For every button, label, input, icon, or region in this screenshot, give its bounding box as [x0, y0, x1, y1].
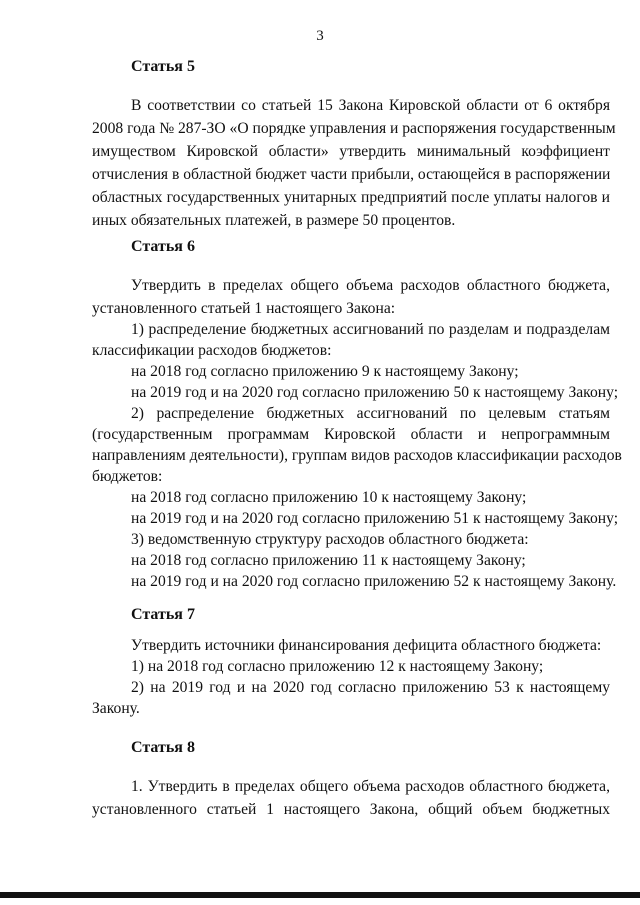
article-6-line: на 2018 год согласно приложению 11 к настоящему Закону; [131, 552, 526, 569]
article-6-line: на 2019 год и на 2020 год согласно приложению 52 к настоящему Закону. [131, 573, 617, 590]
article-5-line: отчисления в областной бюджет части прибыли, остающейся в распоряжении [92, 166, 611, 183]
article-6-line: Утвердить в пределах общего объема расходов областного бюджета, [131, 277, 610, 294]
article-5-heading: Статья 5 [131, 58, 195, 75]
article-6-line: установленного статьей 1 настоящего Закона: [92, 300, 396, 317]
article-6-line: 3) ведомственную структуру расходов областного бюджета: [131, 531, 529, 548]
article-8-line: 1. Утвердить в пределах общего объема расходов областного бюджета, [131, 778, 610, 795]
article-6-line: классификации расходов бюджетов: [92, 342, 332, 359]
article-6-line: на 2018 год согласно приложению 9 к настоящему Закону; [131, 363, 519, 380]
article-6-line: 1) распределение бюджетных ассигнований по разделам и подразделам [131, 321, 610, 338]
article-6-heading: Статья 6 [131, 238, 195, 255]
article-7-line: 1) на 2018 год согласно приложению 12 к настоящему Закону; [131, 658, 544, 675]
article-6-line: направлениям деятельности), группам видов расходов классификации расходов [92, 447, 622, 464]
article-8-line: установленного статьей 1 настоящего Закона, общий объем бюджетных [92, 801, 610, 818]
article-5-line: имуществом Кировской области» утвердить минимальный коэффициент [92, 143, 610, 160]
article-5-line: В соответствии со статьей 15 Закона Кировской области от 6 октября [131, 97, 610, 114]
article-8-heading: Статья 8 [131, 739, 195, 756]
article-7-line: Утвердить источники финансирования дефицита областного бюджета: [131, 637, 602, 654]
scan-edge-bar [0, 892, 640, 898]
article-6-line: на 2018 год согласно приложению 10 к настоящему Закону; [131, 489, 527, 506]
article-7-heading: Статья 7 [131, 606, 195, 623]
article-5-line: иных обязательных платежей, в размере 50 процентов. [92, 212, 456, 229]
article-5-line: 2008 года № 287-ЗО «О порядке управления и распоряжения государственным [92, 120, 616, 137]
article-7-line: 2) на 2019 год и на 2020 год согласно приложению 53 к настоящему [131, 679, 610, 696]
page-number: 3 [316, 28, 324, 44]
article-7-line: Закону. [92, 700, 140, 717]
article-6-line: 2) распределение бюджетных ассигнований по целевым статьям [131, 405, 610, 422]
article-6-line: (государственным программам Кировской области и непрограммным [92, 426, 610, 443]
article-6-line: на 2019 год и на 2020 год согласно приложению 51 к настоящему Закону; [131, 510, 619, 527]
article-5-line: областных государственных унитарных предприятий после уплаты налогов и [92, 189, 610, 206]
article-6-line: бюджетов: [92, 468, 163, 485]
article-6-line: на 2019 год и на 2020 год согласно приложению 50 к настоящему Закону; [131, 384, 619, 401]
